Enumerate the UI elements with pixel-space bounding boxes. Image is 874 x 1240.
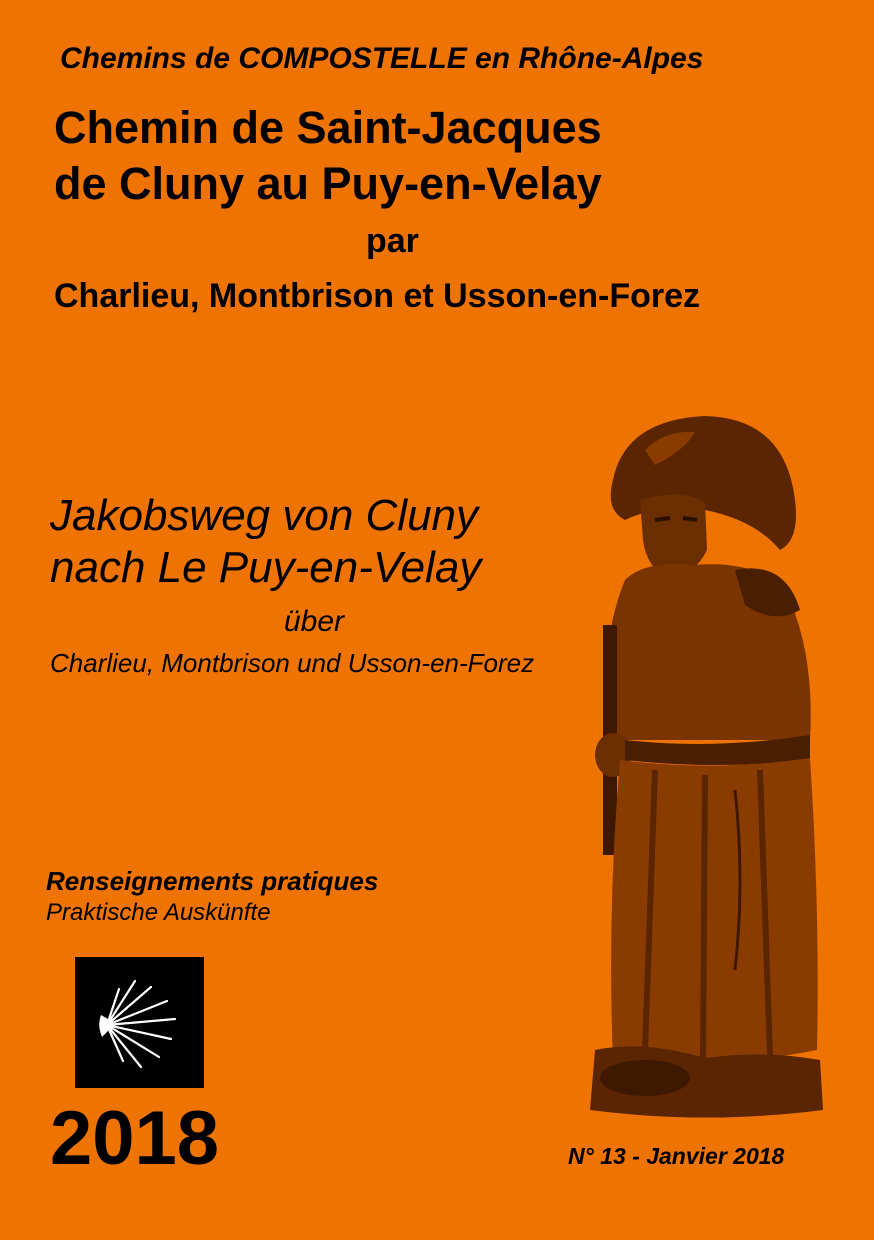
main-title-line-1: Chemin de Saint-Jacques — [54, 102, 602, 153]
year: 2018 — [50, 1096, 220, 1181]
main-title-fr — [54, 100, 602, 212]
via-towns-fr: Charlieu, Montbrison et Usson-en-Forez — [54, 277, 701, 315]
practical-info-de: Praktische Auskünfte — [46, 899, 271, 926]
issue-number: N° 13 - Janvier 2018 — [568, 1143, 785, 1169]
practical-info-fr: Renseignements pratiques — [46, 866, 379, 896]
uber-label: über — [284, 605, 345, 638]
title-de-line-2: nach Le Puy-en-Velay — [50, 543, 482, 592]
main-title-de — [50, 490, 481, 594]
via-towns-de: Charlieu, Montbrison und Usson-en-Forez — [50, 648, 535, 678]
series-title: Chemins de COMPOSTELLE en Rhône-Alpes — [60, 42, 704, 75]
title-de-line-1: Jakobsweg von Cluny — [50, 491, 479, 540]
pilgrim-statue-image — [585, 410, 825, 1125]
main-title-line-2: de Cluny au Puy-en-Velay — [54, 158, 602, 209]
par-label: par — [366, 222, 419, 260]
scallop-logo — [75, 957, 204, 1088]
scallop-shell-icon — [75, 957, 204, 1088]
